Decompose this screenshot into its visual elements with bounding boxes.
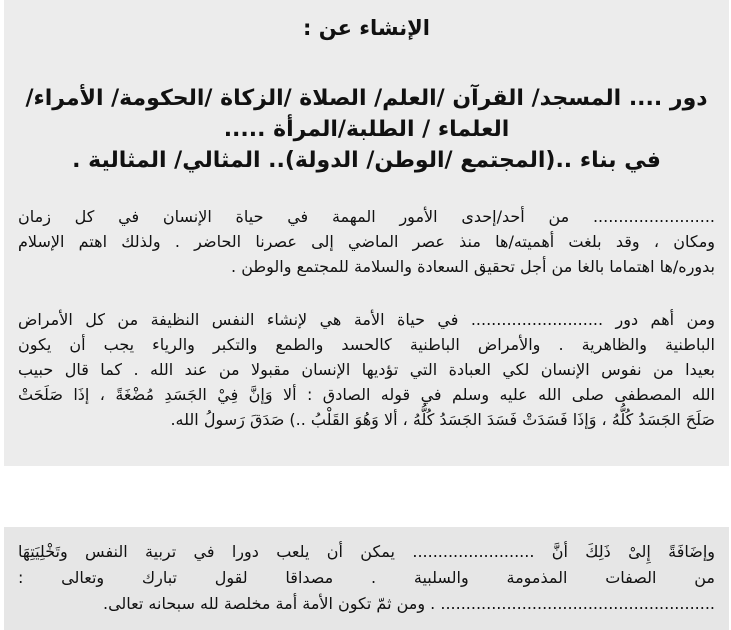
paragraph-line: صَلَحَ الجَسَدُ كُلُّهُ ، وَإذَا فَسَدَتْ فَسَدَ الجَسَدُ كُلُّهُ ، ألا وَهُوَ القَلْبُ ..) صَدَقَ رَسولُ الله.: [170, 410, 715, 429]
topic-heading-line-1: دور .... المسجد/ القرآن /العلم/ الصلاة /الزكاة /الحكومة/ الأمراء/: [25, 86, 708, 111]
worksheet-title: الإنشاء عن :: [303, 16, 430, 40]
topic-heading-line-2: العلماء / الطلبة/المرأة .....: [223, 117, 510, 142]
paragraph-line: ومن أهم دور .......................... في حياة الأمة هي لإنشاء النفس النظيفة من كل الأمراض: [18, 310, 715, 329]
topic-heading-line-3: في بناء ..(المجتمع /الوطن/ الدولة).. المثالي/ المثالية .: [72, 148, 661, 173]
paragraph-line: وإضَافَةً إِلىْ ذَلِكَ أنَّ ........................ يمكن أن يلعب دورا في تربية النفس وتَخْلِيَتِهَا: [18, 542, 715, 561]
conclusion-paragraph: [18, 539, 715, 617]
paragraph-line: الباطنية والظاهرية . والأمراض الباطنية كالحسد والطمع والتكبر والرياء يجب أن يكون: [18, 335, 715, 354]
paragraph-line: ومكان ، وقد بلغت أهميته/ها منذ عصر الماضي إلى عصرنا الحاضر . ولذلك اهتم الإسلام: [18, 232, 715, 251]
body-paragraph: [18, 307, 715, 432]
paragraph-line: ........................ من أحد/إحدى الأمور المهمة في حياة الإنسان في كل زمان: [18, 207, 715, 226]
worksheet-bottom-section: [4, 527, 729, 630]
paragraph-line: بعيدا من نفوس الإنسان لكي العبادة التي تؤديها الإنسان مقبولا من عند الله . كما قال حبيب: [18, 360, 715, 379]
paragraph-line: ...................................................... . ومن ثمّ تكون الأمة أمة مخلصة لله سبحانه تعالى.: [103, 594, 715, 613]
paragraph-line: بدوره/ها اهتماما بالغا من أجل تحقيق السعادة والسلامة للمجتمع والوطن .: [231, 257, 715, 276]
worksheet-top-section: [4, 0, 729, 466]
introduction-paragraph: [18, 204, 715, 279]
paragraph-line: الله المصطفى صلى الله عليه وسلم في قوله الصادق : ألا وَإنَّ فِيْ الجَسَدِ مُضْغَةً ، إذَا صَلَحَتْ: [18, 385, 715, 404]
paragraph-line: من الصفات المذمومة والسلبية . مصداقا لقول تبارك وتعالى :: [18, 568, 715, 587]
